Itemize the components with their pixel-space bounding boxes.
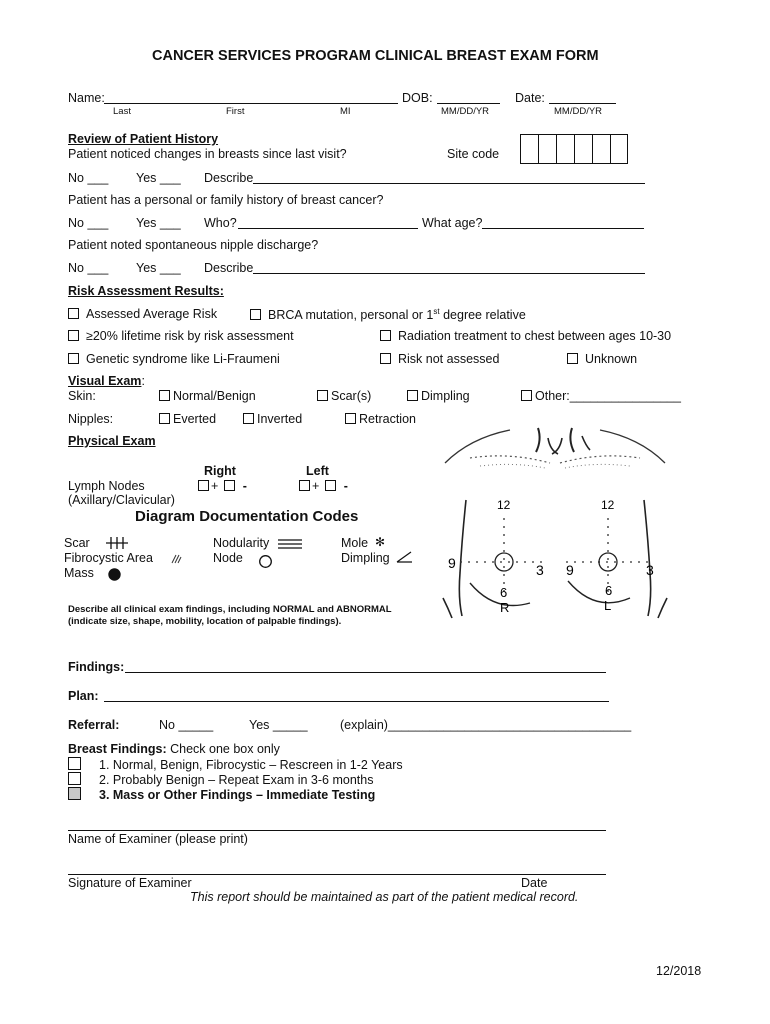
skin-other[interactable]: Other:________________ bbox=[521, 389, 681, 403]
name-sub-first: First bbox=[226, 106, 245, 117]
right-9-label: 9 bbox=[448, 555, 456, 571]
checkbox[interactable] bbox=[159, 413, 170, 424]
mole-symbol-icon: ✻ bbox=[375, 535, 386, 549]
skin-normal[interactable]: Normal/Benign bbox=[159, 389, 256, 403]
checkbox[interactable] bbox=[68, 772, 81, 785]
site-code-boxes[interactable] bbox=[520, 134, 628, 164]
history-q3: Patient noted spontaneous nipple discharge? bbox=[68, 238, 319, 252]
risk-average[interactable]: Assessed Average Risk bbox=[68, 307, 217, 321]
describe-instructions-2: (indicate size, shape, mobility, location of palpable findings). bbox=[68, 616, 342, 627]
right-heading: Right bbox=[204, 464, 236, 478]
plan-label: Plan: bbox=[68, 689, 99, 703]
breast-option-1[interactable]: 1. Normal, Benign, Fibrocystic – Rescreen in 1-2 Years bbox=[68, 757, 403, 772]
date-sub: MM/DD/YR bbox=[554, 106, 603, 117]
checkbox[interactable] bbox=[159, 390, 170, 401]
skin-label: Skin: bbox=[68, 389, 96, 403]
mass-symbol-icon bbox=[107, 567, 122, 582]
history-heading: Review of Patient History bbox=[68, 132, 219, 146]
dob-label: DOB: bbox=[402, 91, 433, 105]
code-fibrocystic: Fibrocystic Area bbox=[64, 551, 153, 565]
findings-label: Findings: bbox=[68, 660, 125, 674]
date-sign-label: Date bbox=[521, 876, 548, 890]
code-scar: Scar bbox=[64, 536, 90, 550]
risk-not-assessed[interactable]: Risk not assessed bbox=[380, 352, 499, 366]
referral-no[interactable]: No _____ bbox=[159, 718, 214, 732]
left-9-label: 9 bbox=[566, 562, 574, 578]
plan-field[interactable] bbox=[104, 701, 609, 702]
q2-who-field[interactable] bbox=[238, 228, 418, 229]
breast-findings-heading: Breast Findings: Check one box only bbox=[68, 742, 280, 756]
checkbox[interactable] bbox=[567, 353, 578, 364]
nipples-everted[interactable]: Everted bbox=[159, 412, 216, 426]
signature-field[interactable] bbox=[68, 874, 606, 875]
checkbox[interactable] bbox=[325, 480, 336, 491]
checkbox[interactable] bbox=[68, 353, 79, 364]
checkbox[interactable] bbox=[521, 390, 532, 401]
checkbox[interactable] bbox=[68, 757, 81, 770]
risk-lifetime[interactable]: ≥20% lifetime risk by risk assessment bbox=[68, 329, 294, 343]
right-6-label: 6 bbox=[500, 585, 508, 600]
examiner-name-label: Name of Examiner (please print) bbox=[68, 832, 248, 846]
breast-diagram[interactable] bbox=[440, 408, 670, 630]
q2-no[interactable]: No ___ bbox=[68, 216, 109, 230]
scar-symbol-icon bbox=[104, 536, 130, 550]
q1-describe-field[interactable] bbox=[253, 183, 645, 184]
q3-no[interactable]: No ___ bbox=[68, 261, 109, 275]
date-field[interactable] bbox=[549, 103, 616, 104]
physical-heading: Physical Exam bbox=[68, 434, 156, 448]
dob-sub: MM/DD/YR bbox=[441, 106, 490, 117]
checkbox[interactable] bbox=[68, 330, 79, 341]
left-side-label: L bbox=[604, 598, 612, 613]
name-field[interactable] bbox=[104, 103, 398, 104]
checkbox[interactable] bbox=[380, 330, 391, 341]
checkbox[interactable] bbox=[243, 413, 254, 424]
nipples-label: Nipples: bbox=[68, 412, 114, 426]
right-lymph-boxes[interactable]: + - bbox=[198, 479, 247, 493]
name-sub-last: Last bbox=[113, 106, 131, 117]
checkbox[interactable] bbox=[380, 353, 391, 364]
q3-describe-label: Describe bbox=[204, 261, 254, 275]
findings-field[interactable] bbox=[125, 672, 606, 673]
history-q1: Patient noticed changes in breasts since last visit? bbox=[68, 147, 347, 161]
checkbox[interactable] bbox=[224, 480, 235, 491]
checkbox-shaded[interactable] bbox=[68, 787, 81, 800]
describe-instructions-1: Describe all clinical exam findings, including NORMAL and ABNORMAL bbox=[68, 604, 392, 615]
checkbox[interactable] bbox=[407, 390, 418, 401]
visual-heading: Visual Exam: bbox=[68, 374, 145, 388]
examiner-name-field[interactable] bbox=[68, 830, 606, 831]
form-title: CANCER SERVICES PROGRAM CLINICAL BREAST EXAM FORM bbox=[152, 48, 599, 64]
checkbox[interactable] bbox=[299, 480, 310, 491]
right-12-label: 12 bbox=[497, 498, 511, 512]
referral-explain[interactable]: (explain)___________________________________ bbox=[340, 718, 632, 732]
referral-label: Referral: bbox=[68, 718, 120, 732]
code-node: Node bbox=[213, 551, 243, 565]
risk-radiation[interactable]: Radiation treatment to chest between ages 10-30 bbox=[380, 329, 671, 343]
risk-unknown[interactable]: Unknown bbox=[567, 352, 637, 366]
date-label: Date: bbox=[515, 91, 545, 105]
q3-yes[interactable]: Yes ___ bbox=[136, 261, 181, 275]
risk-genetic[interactable]: Genetic syndrome like Li-Fraumeni bbox=[68, 352, 280, 366]
checkbox[interactable] bbox=[345, 413, 356, 424]
q1-describe-label: Describe bbox=[204, 171, 254, 185]
dimpling-symbol-icon bbox=[396, 550, 414, 564]
q2-age-label: What age? bbox=[422, 216, 483, 230]
checkbox[interactable] bbox=[68, 308, 79, 319]
fibrocystic-symbol-icon bbox=[170, 553, 182, 565]
code-mole: Mole bbox=[341, 536, 369, 550]
signature-label: Signature of Examiner bbox=[68, 876, 192, 890]
code-mass: Mass bbox=[64, 566, 94, 580]
left-heading: Left bbox=[306, 464, 329, 478]
record-note: This report should be maintained as part of the patient medical record. bbox=[190, 890, 579, 904]
dob-field[interactable] bbox=[437, 103, 500, 104]
left-12-label: 12 bbox=[601, 498, 615, 512]
left-6-label: 6 bbox=[605, 583, 613, 598]
referral-yes[interactable]: Yes _____ bbox=[249, 718, 308, 732]
risk-heading: Risk Assessment Results: bbox=[68, 284, 224, 298]
code-dimpling: Dimpling bbox=[341, 551, 390, 565]
name-label: Name: bbox=[68, 91, 105, 105]
left-3-label: 3 bbox=[646, 562, 654, 578]
left-lymph-boxes[interactable]: + - bbox=[299, 479, 348, 493]
nodularity-symbol-icon bbox=[277, 537, 303, 551]
skin-scar[interactable]: Scar(s) bbox=[317, 389, 371, 403]
codes-heading: Diagram Documentation Codes bbox=[135, 508, 359, 525]
q2-age-field[interactable] bbox=[482, 228, 644, 229]
checkbox[interactable] bbox=[317, 390, 328, 401]
risk-brca[interactable]: BRCA mutation, personal or 1st degree relative bbox=[250, 307, 526, 322]
breast-option-3[interactable]: 3. Mass or Other Findings – Immediate Testing bbox=[68, 787, 375, 802]
checkbox[interactable] bbox=[250, 309, 261, 320]
lymph-sub: (Axillary/Clavicular) bbox=[68, 493, 175, 507]
checkbox[interactable] bbox=[198, 480, 209, 491]
nipples-inverted[interactable]: Inverted bbox=[243, 412, 302, 426]
form-version: 12/2018 bbox=[656, 964, 702, 978]
history-q2: Patient has a personal or family history of breast cancer? bbox=[68, 193, 384, 207]
q1-no[interactable]: No ___ bbox=[68, 171, 109, 185]
site-code-label: Site code bbox=[447, 147, 500, 161]
right-side-label: R bbox=[500, 600, 510, 615]
skin-dimpling[interactable]: Dimpling bbox=[407, 389, 470, 403]
q3-describe-field[interactable] bbox=[253, 273, 645, 274]
q2-yes[interactable]: Yes ___ bbox=[136, 216, 181, 230]
right-3-label: 3 bbox=[536, 562, 544, 578]
q1-yes[interactable]: Yes ___ bbox=[136, 171, 181, 185]
code-nodularity: Nodularity bbox=[213, 536, 270, 550]
node-symbol-icon bbox=[258, 554, 273, 569]
breast-option-2[interactable]: 2. Probably Benign – Repeat Exam in 3-6 months bbox=[68, 772, 373, 787]
q2-who-label: Who? bbox=[204, 216, 237, 230]
nipples-retraction[interactable]: Retraction bbox=[345, 412, 416, 426]
name-sub-mi: MI bbox=[340, 106, 351, 117]
lymph-label: Lymph Nodes bbox=[68, 479, 145, 493]
